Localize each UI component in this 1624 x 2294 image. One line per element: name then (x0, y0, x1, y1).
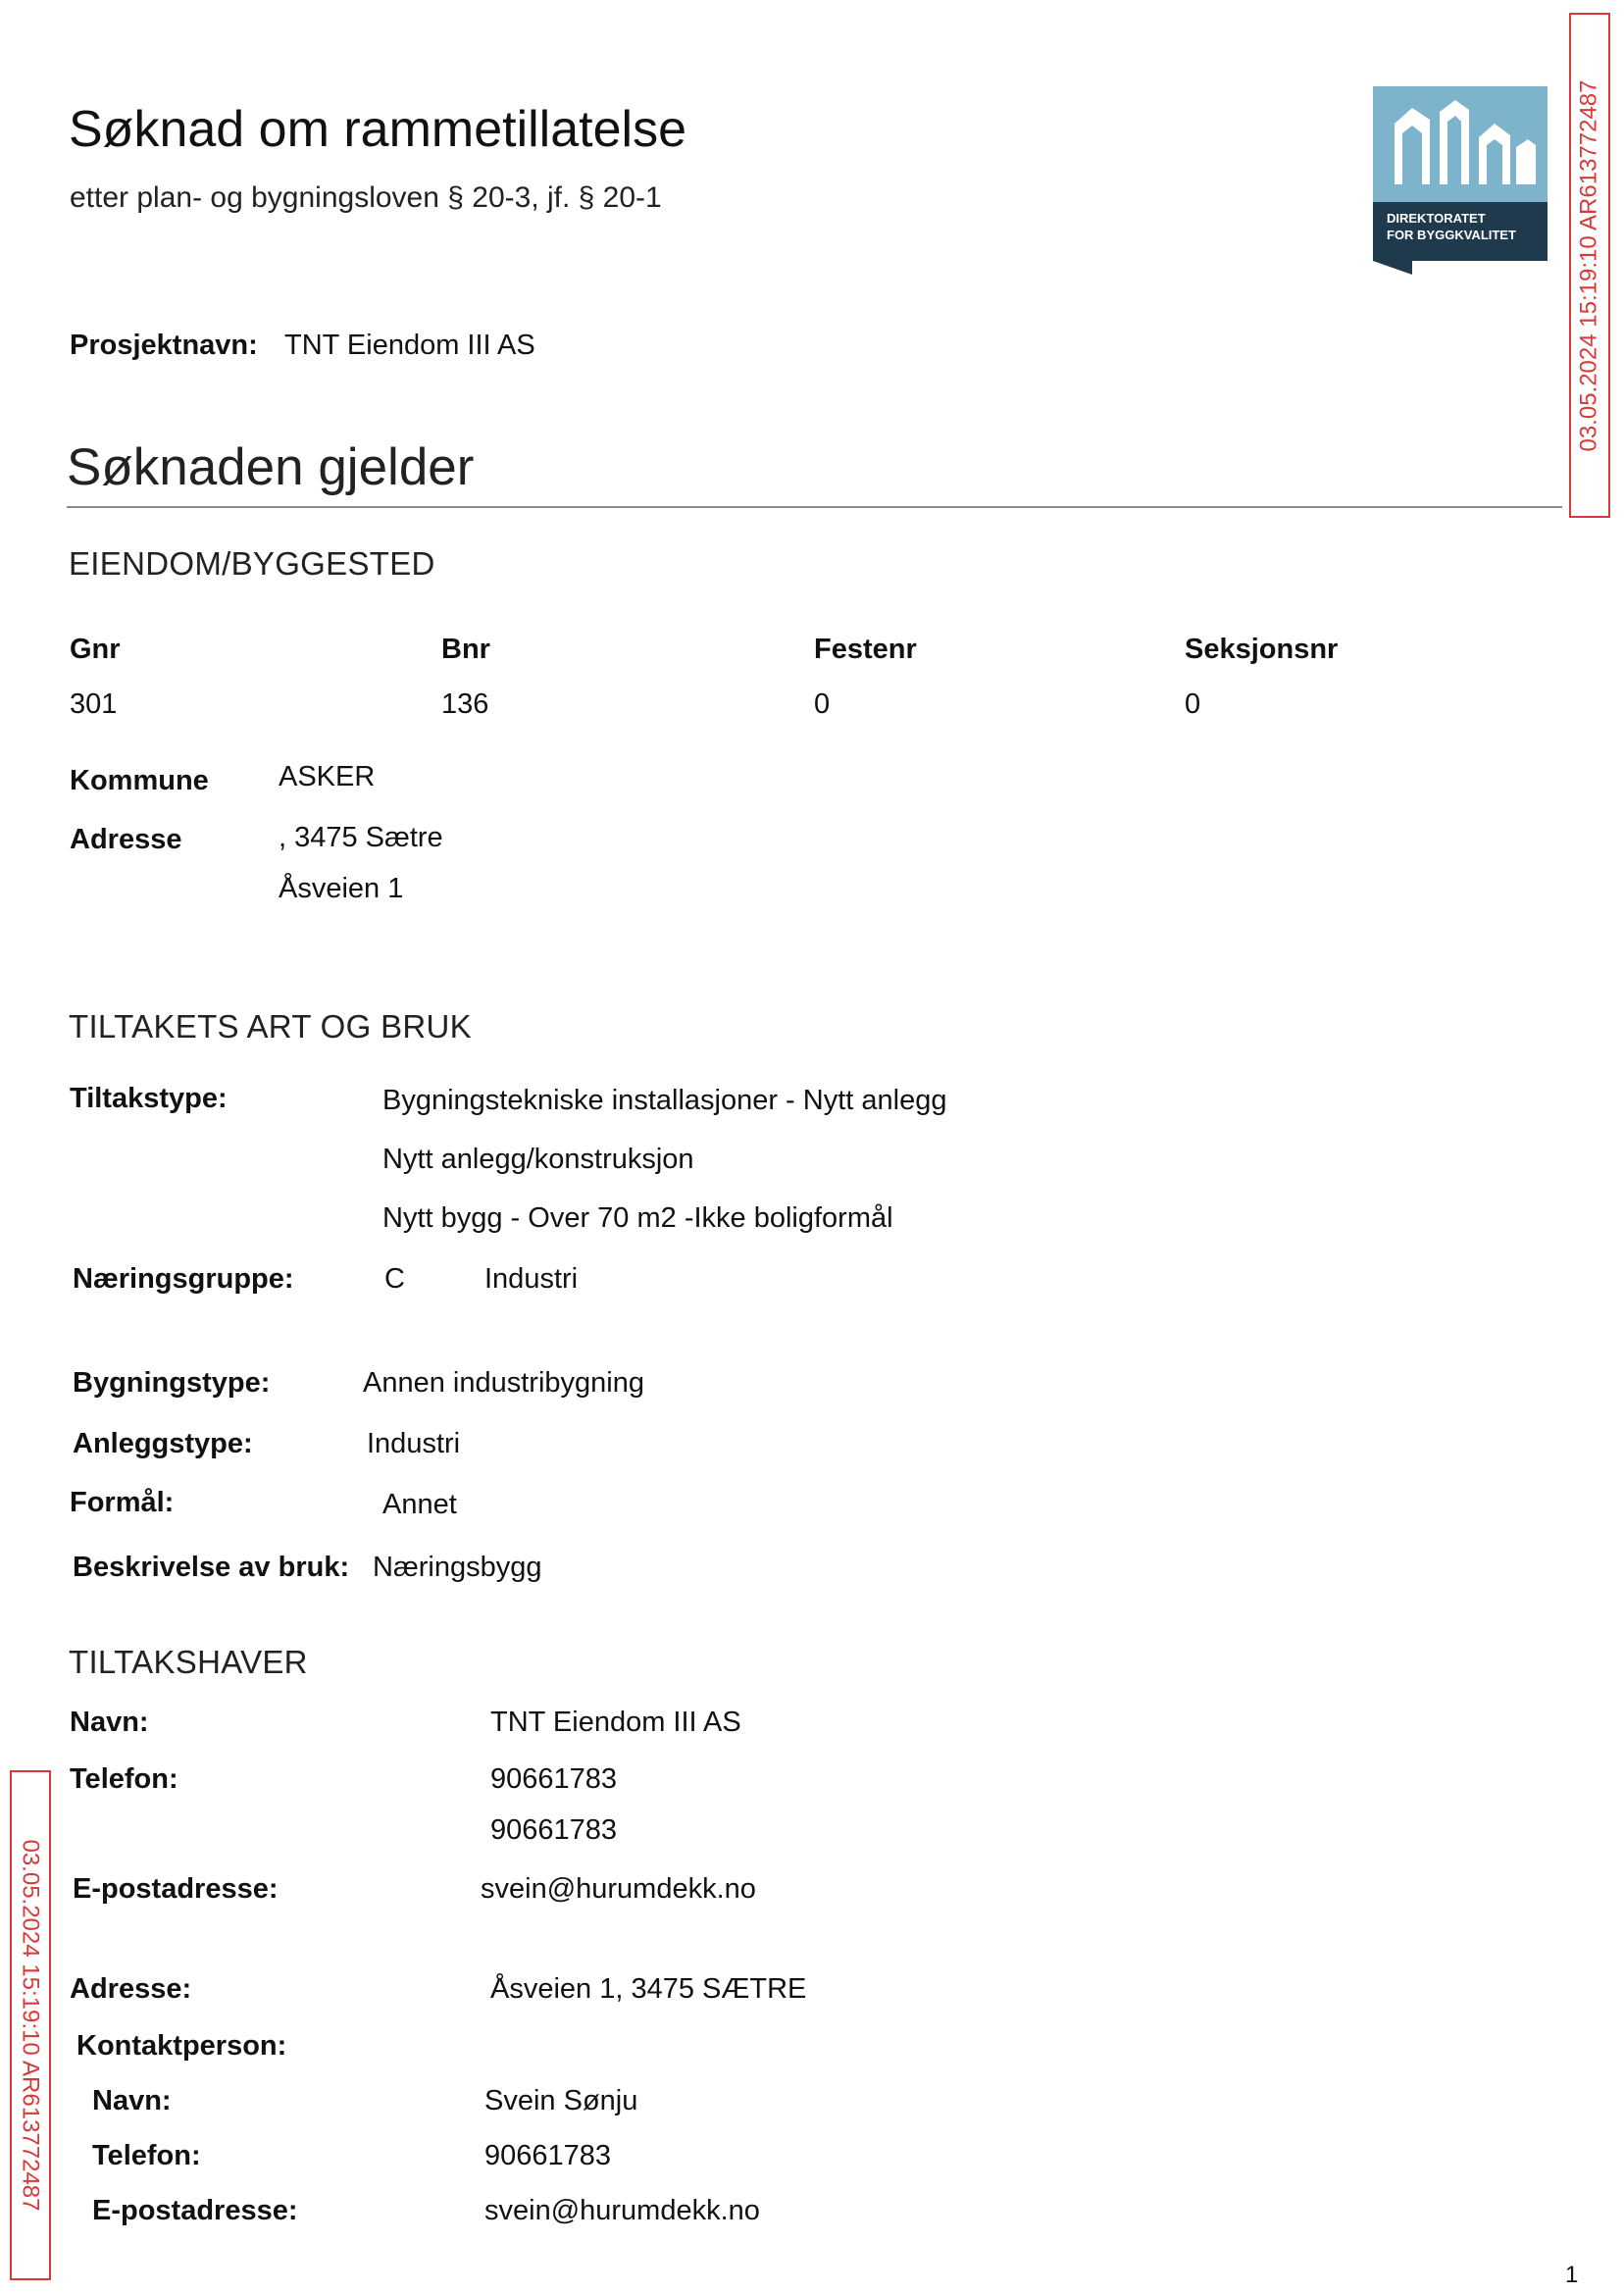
developer-name-label: Navn: (70, 1707, 149, 1738)
timestamp-stamp-top-text: 03.05.2024 15:19:10 AR613772487 (1576, 78, 1602, 452)
festenr-label: Festenr (814, 634, 917, 665)
logo-text-line1: DIREKTORATET (1387, 211, 1486, 226)
applies-heading: Søknaden gjelder (67, 438, 475, 496)
contact-phone-label: Telefon: (92, 2140, 201, 2171)
timestamp-stamp-left (10, 1770, 51, 2280)
developer-address-label: Adresse: (70, 1973, 192, 2005)
use-description-label: Beskrivelse av bruk: (73, 1552, 350, 1583)
contact-email-value: svein@hurumdekk.no (484, 2195, 760, 2226)
seksjonsnr-label: Seksjonsnr (1185, 634, 1339, 665)
project-type-item: Nytt anlegg/konstruksjon (382, 1144, 694, 1175)
seksjonsnr-value: 0 (1185, 688, 1201, 720)
use-description-value: Næringsbygg (373, 1552, 542, 1583)
section-divider (67, 506, 1562, 508)
address-label: Adresse (70, 824, 182, 855)
contact-person-label: Kontaktperson: (76, 2030, 287, 2062)
property-heading: EIENDOM/BYGGESTED (69, 545, 435, 582)
document-title: Søknad om rammetillatelse (69, 101, 686, 158)
developer-heading: TILTAKSHAVER (69, 1644, 308, 1680)
purpose-value: Annet (382, 1489, 457, 1520)
festenr-value: 0 (814, 688, 831, 720)
project-name-value: TNT Eiendom III AS (284, 330, 535, 361)
developer-name-value: TNT Eiendom III AS (490, 1707, 741, 1738)
timestamp-stamp-left-text: 03.05.2024 15:19:10 AR613772487 (18, 1839, 44, 2212)
gnr-label: Gnr (70, 634, 121, 665)
municipality-value: ASKER (279, 761, 376, 792)
developer-phone-value: 90661783 (490, 1814, 618, 1846)
dibk-logo (1373, 86, 1548, 275)
bnr-label: Bnr (441, 634, 490, 665)
developer-address-value: Åsveien 1, 3475 SÆTRE (490, 1973, 807, 2005)
municipality-label: Kommune (70, 765, 209, 796)
project-type-heading: TILTAKETS ART OG BRUK (69, 1008, 472, 1045)
timestamp-stamp-top (1569, 13, 1610, 518)
logo-text (1387, 210, 1516, 243)
building-type-value: Annen industribygning (363, 1367, 644, 1399)
page-number: 1 (1565, 2262, 1579, 2288)
project-type-item: Bygningstekniske installasjoner - Nytt anlegg (382, 1085, 947, 1116)
address-line2: Åsveien 1 (279, 873, 404, 904)
logo-text-line2: FOR BYGGKVALITET (1387, 228, 1516, 242)
industry-label: Næringsgruppe: (73, 1263, 294, 1295)
purpose-label: Formål: (70, 1487, 175, 1518)
gnr-value: 301 (70, 688, 118, 720)
dibk-logo-icon (1373, 86, 1548, 275)
facility-type-label: Anleggstype: (73, 1428, 253, 1459)
contact-email-label: E-postadresse: (92, 2195, 298, 2226)
project-type-label: Tiltakstype: (70, 1083, 228, 1114)
contact-phone-value: 90661783 (484, 2140, 612, 2171)
developer-email-value: svein@hurumdekk.no (481, 1873, 756, 1905)
bnr-value: 136 (441, 688, 489, 720)
industry-code: C (384, 1263, 405, 1295)
facility-type-value: Industri (367, 1428, 461, 1459)
developer-email-label: E-postadresse: (73, 1873, 279, 1905)
contact-name-label: Navn: (92, 2085, 172, 2116)
industry-name: Industri (484, 1263, 579, 1295)
developer-phone-value: 90661783 (490, 1763, 618, 1795)
project-type-item: Nytt bygg - Over 70 m2 -Ikke boligformål (382, 1202, 893, 1234)
contact-name-value: Svein Sønju (484, 2085, 638, 2116)
developer-phone-label: Telefon: (70, 1763, 178, 1795)
project-name-label: Prosjektnavn: (70, 330, 258, 361)
building-type-label: Bygningstype: (73, 1367, 271, 1399)
address-line1: , 3475 Sætre (279, 822, 443, 853)
document-subtitle: etter plan- og bygningsloven § 20-3, jf. § 20-1 (70, 181, 662, 214)
